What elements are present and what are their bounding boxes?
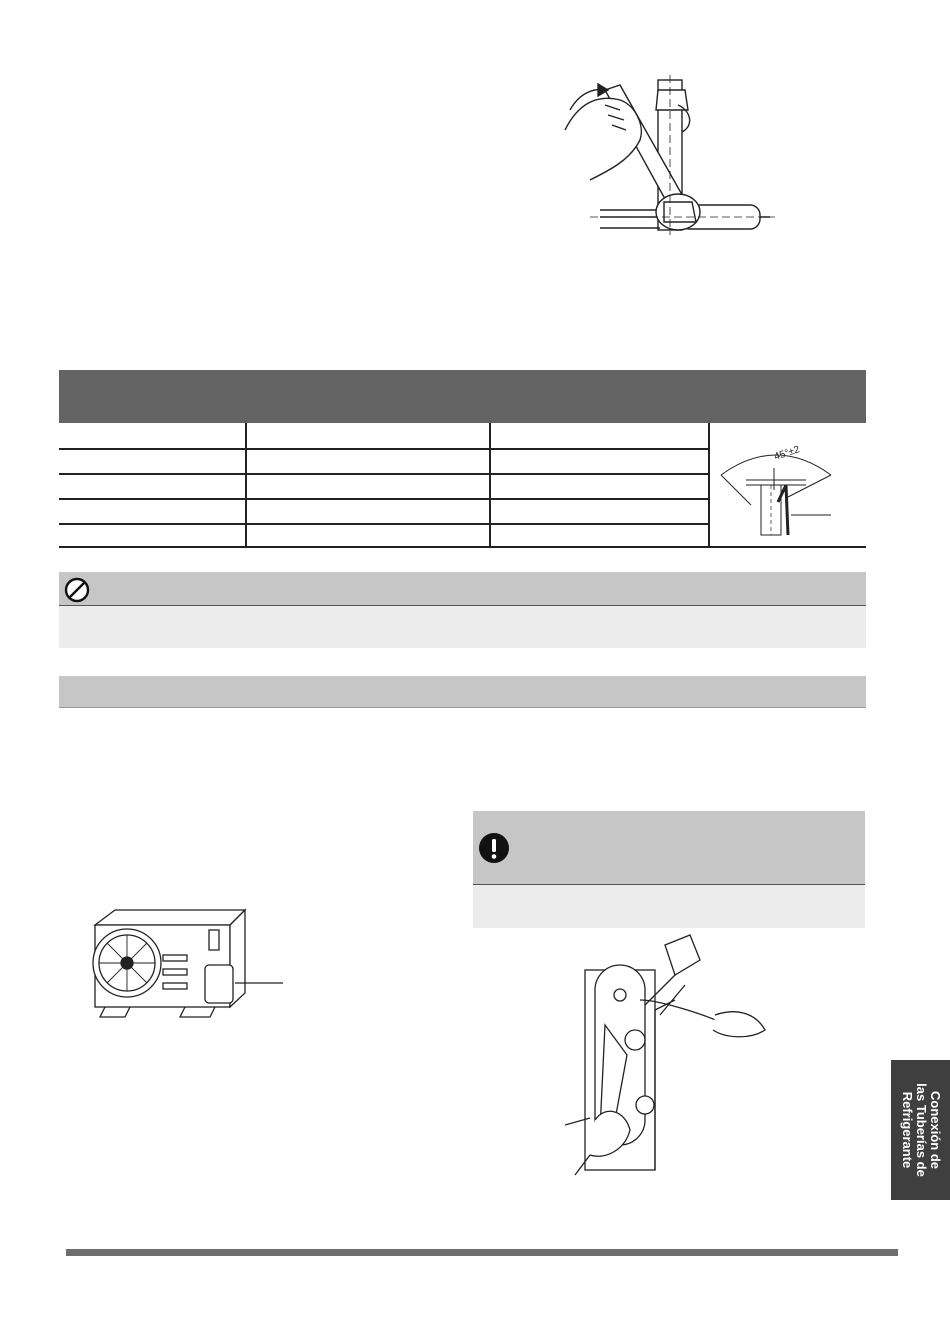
table-row [59, 448, 709, 475]
wrench-tightening-illustration [560, 70, 780, 240]
table-row [59, 473, 709, 500]
chapter-side-tab [891, 1060, 950, 1200]
footer-rule [66, 1249, 898, 1256]
table-bottom-rule [59, 546, 866, 548]
flare-angle-label: 45°±2 [772, 444, 802, 463]
note-header-box [473, 811, 865, 884]
side-tab-line: las Tuberías de [913, 1083, 929, 1177]
exclamation-icon [478, 832, 510, 864]
note-body [473, 885, 865, 928]
flare-table [59, 423, 709, 548]
service-valve-wrench-illustration [565, 930, 775, 1190]
table-column-divider [489, 423, 491, 548]
table-row [59, 498, 709, 525]
side-tab-label [900, 1083, 942, 1177]
outdoor-unit-illustration [85, 905, 295, 1030]
side-tab-line: Conexión de [927, 1090, 943, 1169]
table-column-divider [708, 423, 710, 548]
section-heading-bar [59, 676, 866, 708]
caution-body [59, 606, 866, 648]
table-column-divider [245, 423, 247, 548]
caution-header-bar [59, 572, 866, 605]
side-tab-line: Refrigerante [899, 1091, 915, 1169]
prohibit-icon [63, 576, 91, 604]
flare-table-header [59, 370, 866, 423]
table-row [59, 423, 709, 450]
